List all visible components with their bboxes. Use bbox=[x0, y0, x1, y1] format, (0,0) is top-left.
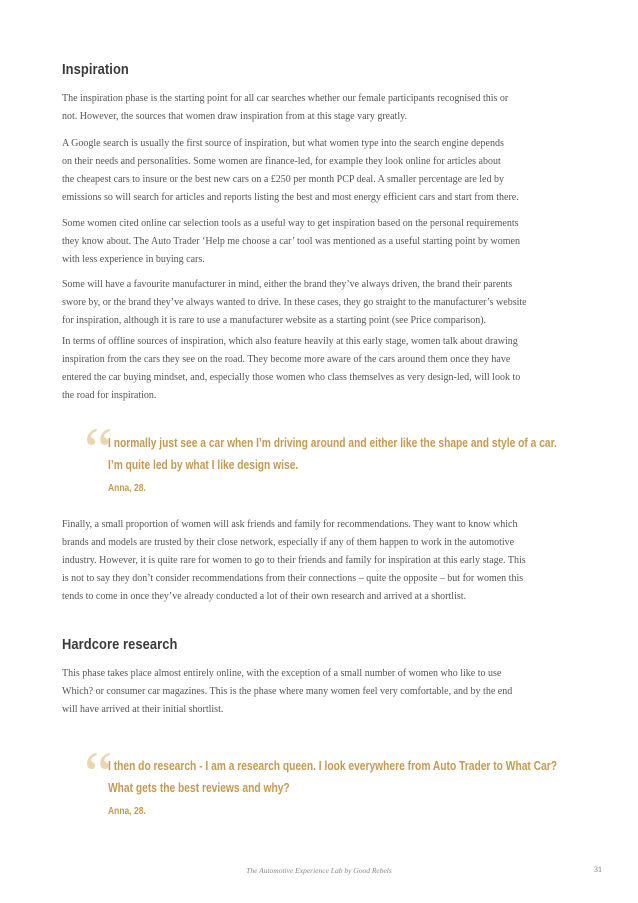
text-line: not. However, the sources that women draw inspiration from at this stage vary greatly. bbox=[62, 111, 407, 122]
paragraph-offline-sources bbox=[62, 333, 582, 405]
pull-quote-research bbox=[108, 755, 588, 799]
paragraph-favourite-manufacturer bbox=[62, 276, 582, 330]
quote-attribution: Anna, 28. bbox=[108, 806, 146, 817]
text-line: the road for inspiration. bbox=[62, 390, 157, 401]
text-line: Some women cited online car selection tools as a useful way to get inspiration based on the personal requirements bbox=[62, 218, 519, 229]
paragraph-friends-family bbox=[62, 516, 582, 606]
text-line: they know about. The Auto Trader ‘Help me choose a car’ tool was mentioned as a useful starting point by women bbox=[62, 236, 520, 247]
paragraph-inspiration-intro bbox=[62, 90, 582, 126]
text-line: A Google search is usually the first source of inspiration, but what women type into the search engine depends bbox=[62, 138, 504, 149]
paragraph-hardcore-research bbox=[62, 665, 582, 719]
text-line: is not to say they don’t consider recommendations from their connections – quite the opposite – but for women this bbox=[62, 573, 524, 584]
text-line: on their needs and personalities. Some women are finance-led, for example they look online for articles about bbox=[62, 156, 501, 167]
footer-title: The Automotive Experience Lab by Good Rebels bbox=[246, 866, 392, 875]
text-line: inspiration from the cars they see on the road. They become more aware of the cars around them once they have bbox=[62, 354, 511, 365]
text-line: entered the car buying mindset, and, especially those women who class themselves as very design-led, will look to bbox=[62, 372, 521, 383]
text-line: with less experience in buying cars. bbox=[62, 254, 205, 265]
text-line: for inspiration, although it is rare to use a manufacturer website as a starting point (see Price comparison). bbox=[62, 315, 487, 326]
quote-line: I normally just see a car when I’m driving around and either like the shape and style of a car. bbox=[108, 436, 557, 450]
paragraph-car-selection-tools bbox=[62, 215, 582, 269]
text-line: In terms of offline sources of inspiration, which also feature heavily at this early stage, women talk about drawing bbox=[62, 336, 518, 347]
quote-line: I then do research - I am a research queen. I look everywhere from Auto Trader to What Car? bbox=[108, 759, 558, 773]
text-line: Some will have a favourite manufacturer in mind, either the brand they’ve always driven, the brand their parents bbox=[62, 279, 513, 290]
section-heading-inspiration: Inspiration bbox=[62, 61, 129, 78]
text-line: Finally, a small proportion of women will ask friends and family for recommendations. They want to know which bbox=[62, 519, 518, 530]
page-number: 31 bbox=[594, 865, 602, 874]
text-line: tends to come in once they’ve already conducted a lot of their own research and arrived at a shortlist. bbox=[62, 591, 467, 602]
pull-quote-design bbox=[108, 432, 588, 476]
text-line: industry. However, it is quite rare for women to go to their friends and family for inspiration at this early stage. This bbox=[62, 555, 526, 566]
quote-mark-icon: “ bbox=[84, 738, 113, 809]
text-line: swore by, or the brand they’ve always wanted to drive. In these cases, they go straight to the manufacturer’s website bbox=[62, 297, 527, 308]
text-line: The inspiration phase is the starting point for all car searches whether our female participants recognised this or bbox=[62, 93, 509, 104]
text-line: the cheapest cars to insure or the best new cars on a £250 per month PCP deal. A smaller percentage are led by bbox=[62, 174, 504, 185]
text-line: will have arrived at their initial shortlist. bbox=[62, 704, 224, 715]
quote-line: I’m quite led by what I like design wise. bbox=[108, 458, 299, 472]
quote-line: What gets the best reviews and why? bbox=[108, 781, 290, 795]
paragraph-google-search bbox=[62, 135, 582, 207]
quote-mark-icon: “ bbox=[84, 414, 113, 485]
text-line: Which? or consumer car magazines. This is the phase where many women feel very comfortable, and by the end bbox=[62, 686, 513, 697]
text-line: brands and models are trusted by their close network, especially if any of them happen to work in the automotive bbox=[62, 537, 515, 548]
text-line: This phase takes place almost entirely online, with the exception of a small number of women who like to use bbox=[62, 668, 502, 679]
section-heading-hardcore-research: Hardcore research bbox=[62, 636, 178, 653]
quote-attribution: Anna, 28. bbox=[108, 483, 146, 494]
text-line: emissions so will search for articles and reports listing the best and most energy efficient cars and start from there. bbox=[62, 192, 519, 203]
